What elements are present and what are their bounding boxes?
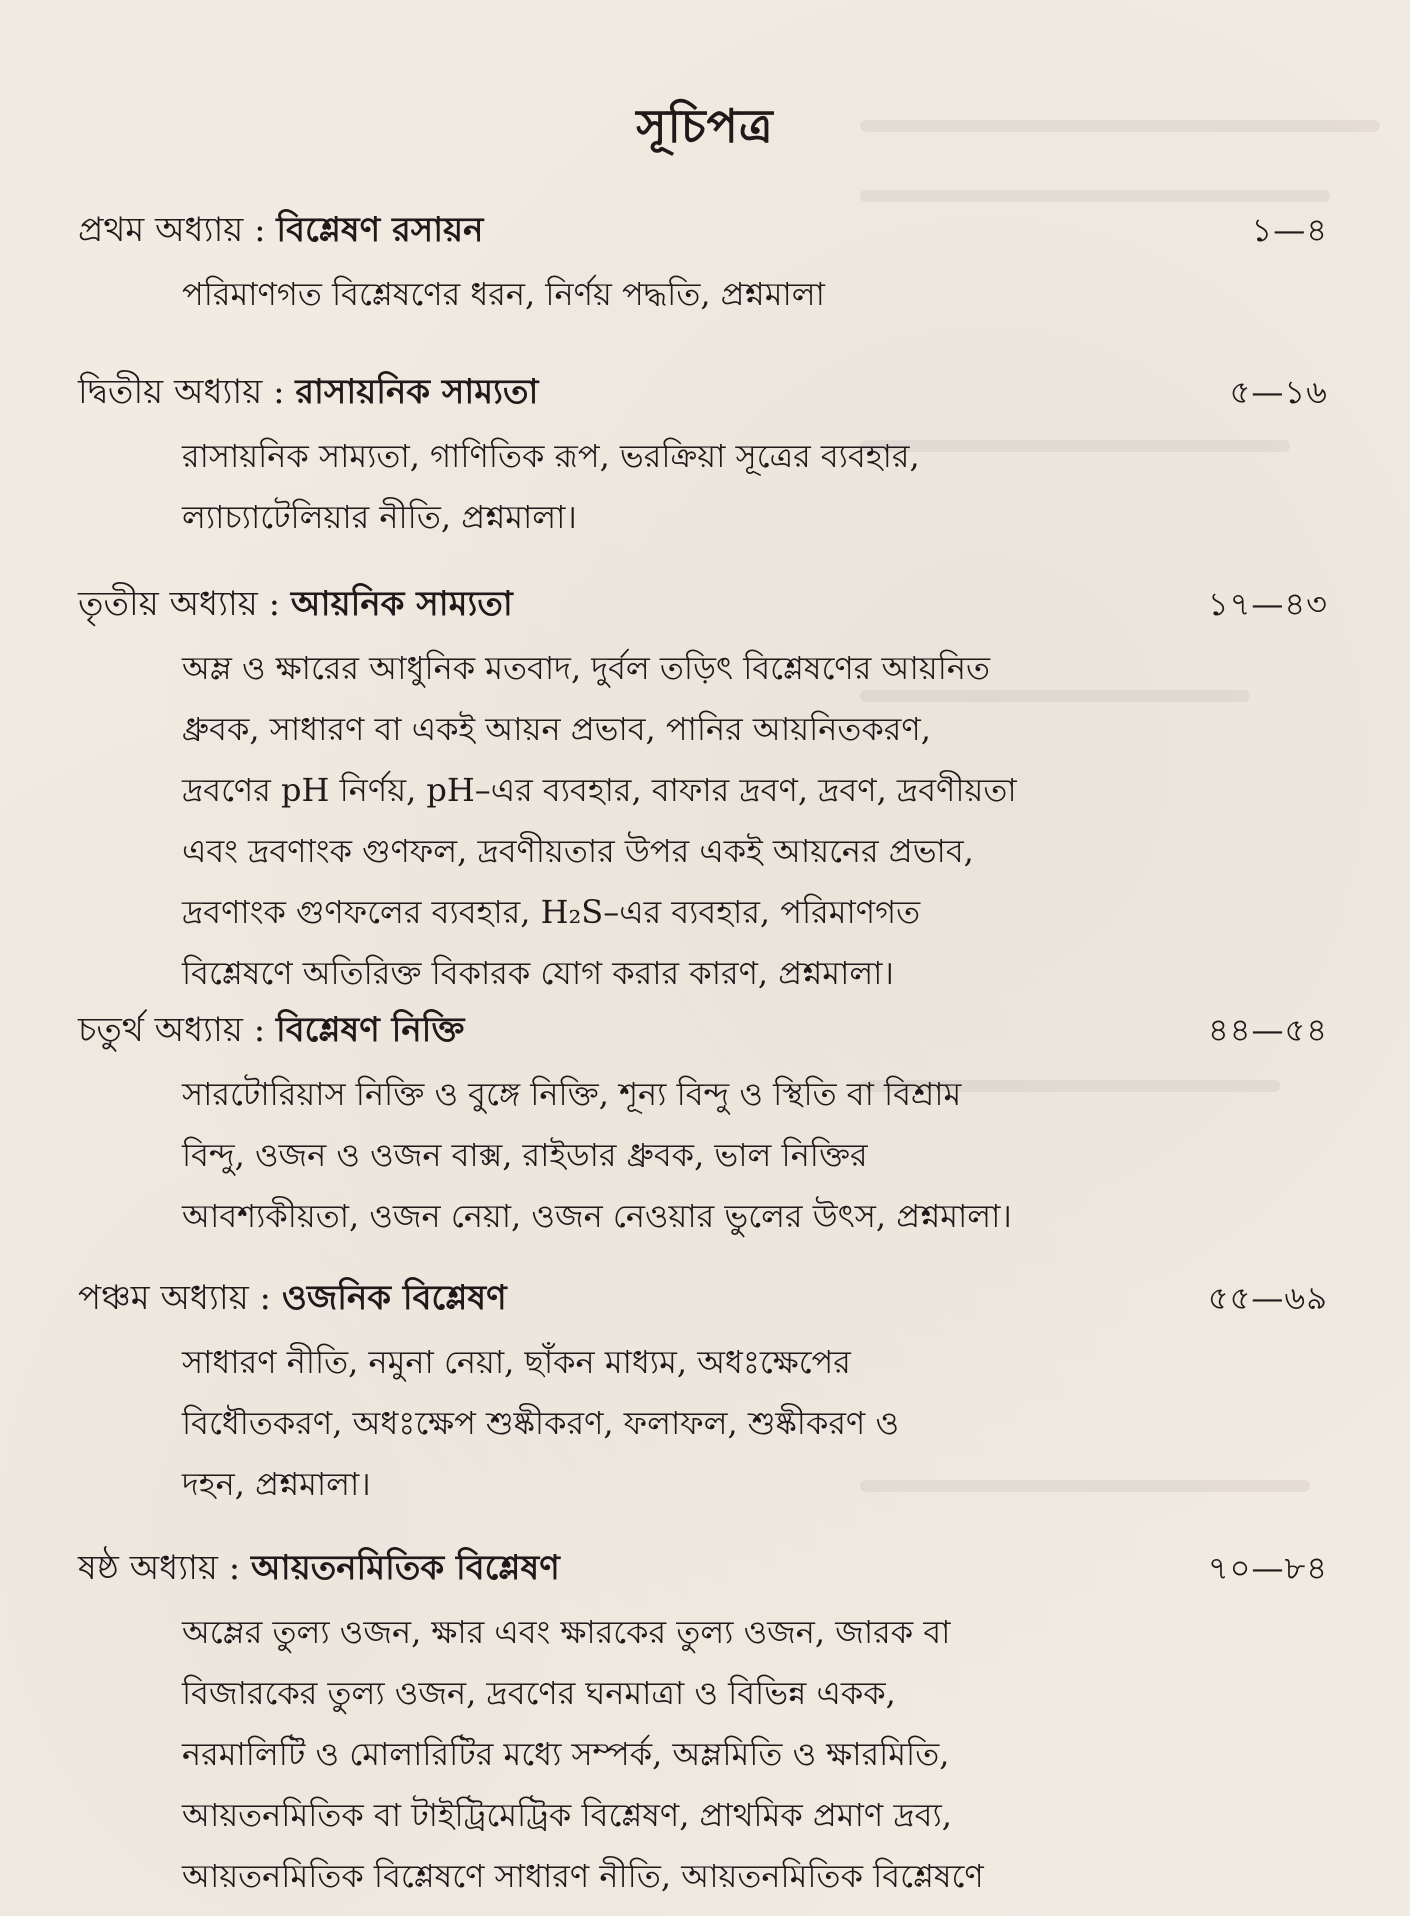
chapter-topics (182, 638, 1182, 1004)
chapter-number: ষষ্ঠ অধ্যায় : (78, 1548, 241, 1588)
chapter-title: রাসায়নিক সাম্যতা (295, 372, 539, 412)
topic-line: দ্রবণাংক গুণফলের ব্যবহার, H₂S–এর ব্যবহার, পরিমাণগত (182, 893, 921, 931)
chapter-heading (78, 1538, 1328, 1598)
chapter-topics (182, 1602, 1182, 1907)
topic-line: দ্রবণের pH নির্ণয়, pH–এর ব্যবহার, বাফার দ্রবণ, দ্রবণ, দ্রবণীয়তা (182, 771, 1017, 809)
topic-line: বিধৌতকরণ, অধঃক্ষেপ শুষ্কীকরণ, ফলাফল, শুষ্কীকরণ ও (182, 1404, 900, 1442)
chapter-title: বিশ্লেষণ রসায়ন (276, 210, 484, 250)
topic-line: নরমালিটি ও মোলারিটির মধ্যে সম্পর্ক, অম্লমিতি ও ক্ষারমিতি, (182, 1735, 950, 1773)
topic-line: এবং দ্রবণাংক গুণফল, দ্রবণীয়তার উপর একই আয়নের প্রভাব, (182, 832, 974, 870)
chapter-topics (182, 264, 1182, 325)
topic-line: ল্যাচ্যাটেলিয়ার নীতি, প্রশ্নমালা। (182, 498, 577, 536)
topic-line: পরিমাণগত বিশ্লেষণের ধরন, নির্ণয় পদ্ধতি, প্রশ্নমালা (182, 275, 825, 313)
chapter-entry-3 (78, 574, 1328, 1004)
chapter-title: বিশ্লেষণ নিক্তি (276, 1010, 465, 1050)
topic-line: বিশ্লেষণে অতিরিক্ত বিকারক যোগ করার কারণ, প্রশ্নমালা। (182, 954, 894, 992)
page-title: সূচিপত্র (636, 99, 774, 153)
chapter-number: তৃতীয় অধ্যায় : (78, 584, 281, 624)
topic-line: ধ্রুবক, সাধারণ বা একই আয়ন প্রভাব, পানির আয়নিতকরণ, (182, 710, 931, 748)
chapter-entry-2 (78, 362, 1328, 548)
topic-line: বিন্দু, ওজন ও ওজন বাক্স, রাইডার ধ্রুবক, ভাল নিক্তির (182, 1136, 868, 1174)
topic-line: সারটোরিয়াস নিক্তি ও বুঙ্গে নিক্তি, শূন্য বিন্দু ও স্থিতি বা বিশ্রাম (182, 1075, 962, 1113)
chapter-heading (78, 200, 1328, 260)
chapter-topics (182, 1332, 1182, 1515)
chapter-heading (78, 574, 1328, 634)
topic-line: বিজারকের তুল্য ওজন, দ্রবণের ঘনমাত্রা ও বিভিন্ন একক, (182, 1674, 896, 1712)
topic-line: অম্ল ও ক্ষারের আধুনিক মতবাদ, দুর্বল তড়িৎ বিশ্লেষণের আয়নিত (182, 649, 990, 687)
chapter-entry-5 (78, 1268, 1328, 1515)
page-range: ৪৪—৫৪ (1207, 1011, 1328, 1049)
page-range: ১—৪ (1251, 211, 1328, 249)
chapter-number: দ্বিতীয় অধ্যায় : (78, 372, 285, 412)
chapter-entry-4 (78, 1000, 1328, 1247)
chapter-title: আয়তনমিতিক বিশ্লেষণ (251, 1548, 560, 1588)
chapter-entry-1 (78, 200, 1328, 325)
topic-line: আয়তনমিতিক বা টাইট্রিমেট্রিক বিশ্লেষণ, প্রাথমিক প্রমাণ দ্রব্য, (182, 1796, 952, 1834)
chapter-topics (182, 426, 1182, 548)
chapter-entry-6 (78, 1538, 1328, 1907)
topic-line: সাধারণ নীতি, নমুনা নেয়া, ছাঁকন মাধ্যম, অধঃক্ষেপের (182, 1343, 851, 1381)
topic-line: দহন, প্রশ্নমালা। (182, 1465, 371, 1503)
page-range: ৫—১৬ (1229, 373, 1328, 411)
chapter-number: প্রথম অধ্যায় : (78, 210, 266, 250)
topic-line: আবশ্যকীয়তা, ওজন নেয়া, ওজন নেওয়ার ভুলের উৎস, প্রশ্নমালা। (182, 1197, 1012, 1235)
chapter-heading (78, 362, 1328, 422)
chapter-title: ওজনিক বিশ্লেষণ (281, 1278, 507, 1318)
chapter-topics (182, 1064, 1182, 1247)
topic-line: রাসায়নিক সাম্যতা, গাণিতিক রূপ, ভরক্রিয়া সূত্রের ব্যবহার, (182, 437, 920, 475)
chapter-heading (78, 1268, 1328, 1328)
chapter-number: পঞ্চম অধ্যায় : (78, 1278, 271, 1318)
topic-line: অম্লের তুল্য ওজন, ক্ষার এবং ক্ষারকের তুল্য ওজন, জারক বা (182, 1613, 951, 1651)
page-range: ৫৫—৬৯ (1207, 1279, 1328, 1317)
topic-line: আয়তনমিতিক বিশ্লেষণে সাধারণ নীতি, আয়তনমিতিক বিশ্লেষণে (182, 1857, 984, 1895)
chapter-title: আয়নিক সাম্যতা (290, 584, 513, 624)
page-range: ১৭—৪৩ (1207, 585, 1328, 623)
chapter-heading (78, 1000, 1328, 1060)
chapter-number: চতুর্থ অধ্যায় : (78, 1010, 266, 1050)
page-range: ৭০—৮৪ (1207, 1549, 1328, 1587)
